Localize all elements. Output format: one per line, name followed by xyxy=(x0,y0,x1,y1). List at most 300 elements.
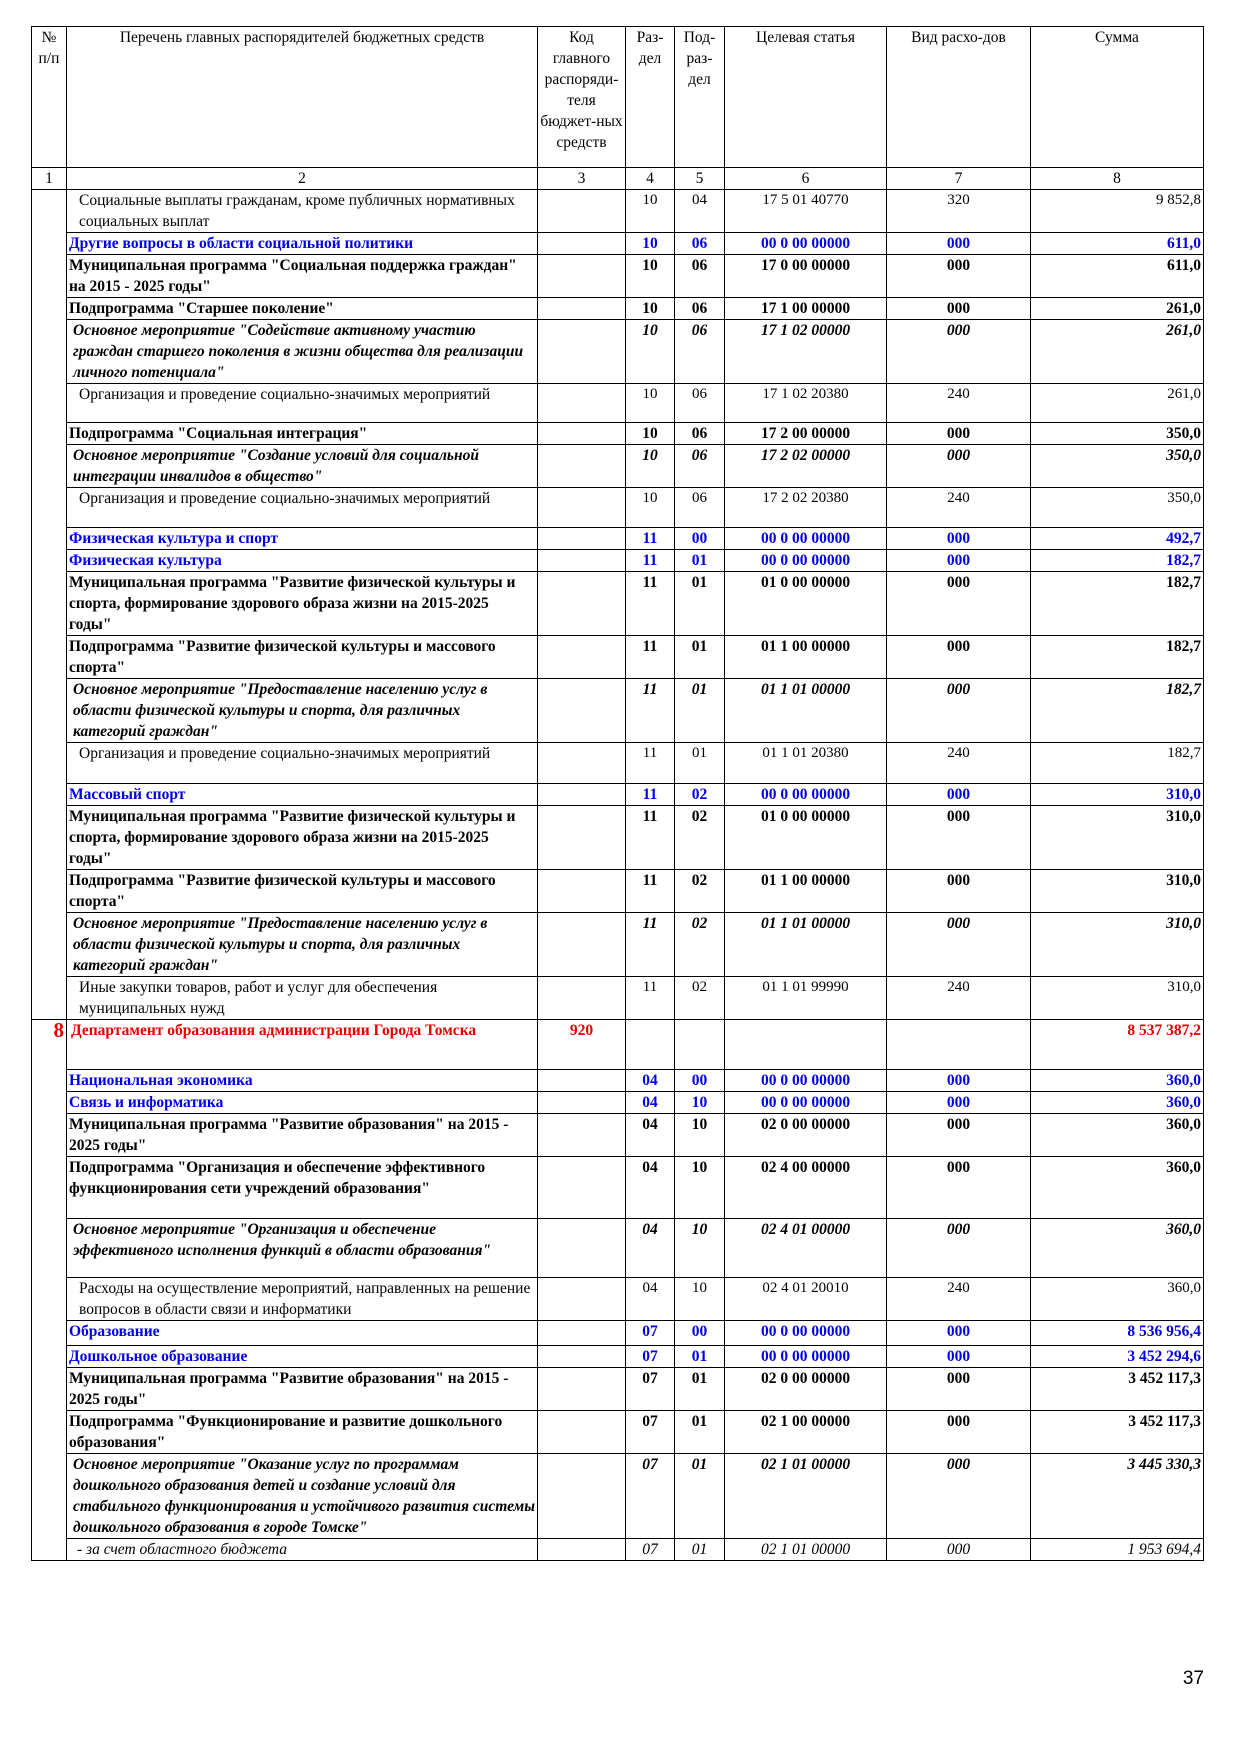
row-section: 11 xyxy=(626,679,675,743)
row-subsection: 01 xyxy=(675,679,725,743)
row-code xyxy=(538,743,626,784)
row-type: 000 xyxy=(887,1411,1031,1454)
row-target: 17 2 02 20380 xyxy=(725,488,887,528)
row-section: 10 xyxy=(626,384,675,423)
row-target: 01 1 01 00000 xyxy=(725,679,887,743)
row-target: 00 0 00 00000 xyxy=(725,528,887,550)
row-number xyxy=(32,445,67,488)
row-name: Основное мероприятие "Организация и обеспечение эффективного исполнения функций в области образования" xyxy=(67,1219,538,1278)
row-sum: 611,0 xyxy=(1031,255,1204,298)
row-type: 000 xyxy=(887,913,1031,977)
row-subsection: 01 xyxy=(675,550,725,572)
row-type: 000 xyxy=(887,255,1031,298)
row-section: 11 xyxy=(626,806,675,870)
row-code xyxy=(538,423,626,445)
row-sum: 3 445 330,3 xyxy=(1031,1454,1204,1539)
row-type: 000 xyxy=(887,1346,1031,1368)
row-section: 10 xyxy=(626,255,675,298)
row-name: Муниципальная программа "Развитие образования" на 2015 - 2025 годы" xyxy=(67,1368,538,1411)
row-target: 17 5 01 40770 xyxy=(725,190,887,233)
row-sum: 182,7 xyxy=(1031,679,1204,743)
table-row xyxy=(32,1020,1204,1070)
column-number-row xyxy=(32,168,1204,190)
row-subsection: 02 xyxy=(675,806,725,870)
table-row xyxy=(32,913,1204,977)
row-section: 07 xyxy=(626,1539,675,1561)
row-subsection: 02 xyxy=(675,784,725,806)
row-name: Основное мероприятие "Оказание услуг по программам дошкольного образования детей и создание условий для стабильного функционирования и устойчивого развития системы дошкольного образования в городе Томске" xyxy=(67,1454,538,1539)
row-number xyxy=(32,913,67,977)
row-target: 00 0 00 00000 xyxy=(725,784,887,806)
row-subsection: 06 xyxy=(675,445,725,488)
table-row xyxy=(32,320,1204,384)
row-sum: 360,0 xyxy=(1031,1157,1204,1219)
row-subsection: 04 xyxy=(675,190,725,233)
row-sum: 3 452 117,3 xyxy=(1031,1411,1204,1454)
row-section: 04 xyxy=(626,1219,675,1278)
table-row xyxy=(32,1157,1204,1219)
row-name: Другие вопросы в области социальной политики xyxy=(67,233,538,255)
row-subsection: 02 xyxy=(675,870,725,913)
row-name: Физическая культура xyxy=(67,550,538,572)
row-subsection: 10 xyxy=(675,1278,725,1321)
column-number: 8 xyxy=(1031,168,1204,190)
row-sum: 360,0 xyxy=(1031,1278,1204,1321)
row-sum: 9 852,8 xyxy=(1031,190,1204,233)
column-number: 2 xyxy=(67,168,538,190)
row-target: 01 1 00 00000 xyxy=(725,636,887,679)
row-code xyxy=(538,255,626,298)
row-subsection: 06 xyxy=(675,320,725,384)
table-row xyxy=(32,636,1204,679)
row-type: 000 xyxy=(887,445,1031,488)
row-sum: 182,7 xyxy=(1031,572,1204,636)
row-type: 000 xyxy=(887,679,1031,743)
row-section: 10 xyxy=(626,445,675,488)
row-type: 000 xyxy=(887,528,1031,550)
row-code xyxy=(538,320,626,384)
row-subsection: 01 xyxy=(675,636,725,679)
row-number xyxy=(32,1219,67,1278)
row-number xyxy=(32,1321,67,1346)
row-number xyxy=(32,528,67,550)
header-col-code: Код главного распоряди-теля бюджет-ных средств xyxy=(538,27,626,168)
row-type: 000 xyxy=(887,1070,1031,1092)
row-code xyxy=(538,977,626,1020)
table-row xyxy=(32,1454,1204,1539)
row-name: Подпрограмма "Развитие физической культуры и массового спорта" xyxy=(67,870,538,913)
row-subsection: 00 xyxy=(675,1321,725,1346)
row-section: 11 xyxy=(626,913,675,977)
row-target: 02 4 01 00000 xyxy=(725,1219,887,1278)
row-sum: 182,7 xyxy=(1031,550,1204,572)
row-number xyxy=(32,488,67,528)
row-subsection xyxy=(675,1020,725,1070)
row-target: 00 0 00 00000 xyxy=(725,1321,887,1346)
row-type: 000 xyxy=(887,1454,1031,1539)
row-number xyxy=(32,1346,67,1368)
row-type: 000 xyxy=(887,1092,1031,1114)
header-col-section: Раз-дел xyxy=(626,27,675,168)
row-type: 000 xyxy=(887,806,1031,870)
row-number xyxy=(32,636,67,679)
row-name: Основное мероприятие "Предоставление населению услуг в области физической культуры и спорта, для различных категорий граждан" xyxy=(67,913,538,977)
table-row xyxy=(32,1411,1204,1454)
row-subsection: 10 xyxy=(675,1157,725,1219)
row-name: Физическая культура и спорт xyxy=(67,528,538,550)
row-code xyxy=(538,1219,626,1278)
row-name: Департамент образования администрации Города Томска xyxy=(67,1020,538,1070)
row-code xyxy=(538,636,626,679)
row-target xyxy=(725,1020,887,1070)
row-number xyxy=(32,320,67,384)
row-target: 02 0 00 00000 xyxy=(725,1368,887,1411)
row-number xyxy=(32,1092,67,1114)
row-code xyxy=(538,550,626,572)
table-row xyxy=(32,1539,1204,1561)
column-number: 1 xyxy=(32,168,67,190)
row-code: 920 xyxy=(538,1020,626,1070)
header-col-num: № п/п xyxy=(32,27,67,168)
row-sum: 1 953 694,4 xyxy=(1031,1539,1204,1561)
row-target: 01 0 00 00000 xyxy=(725,806,887,870)
row-target: 17 0 00 00000 xyxy=(725,255,887,298)
row-type: 240 xyxy=(887,977,1031,1020)
row-type: 000 xyxy=(887,423,1031,445)
row-section: 11 xyxy=(626,977,675,1020)
table-row xyxy=(32,1321,1204,1346)
table-row xyxy=(32,1114,1204,1157)
row-type: 240 xyxy=(887,488,1031,528)
row-code xyxy=(538,1092,626,1114)
row-subsection: 10 xyxy=(675,1114,725,1157)
table-row xyxy=(32,1219,1204,1278)
row-sum: 310,0 xyxy=(1031,784,1204,806)
row-subsection: 01 xyxy=(675,1368,725,1411)
header-col-target: Целевая статья xyxy=(725,27,887,168)
row-section: 10 xyxy=(626,233,675,255)
row-name: Дошкольное образование xyxy=(67,1346,538,1368)
row-code xyxy=(538,679,626,743)
row-type: 240 xyxy=(887,384,1031,423)
row-name: Иные закупки товаров, работ и услуг для обеспечения муниципальных нужд xyxy=(67,977,538,1020)
row-name: Массовый спорт xyxy=(67,784,538,806)
row-code xyxy=(538,913,626,977)
row-sum: 261,0 xyxy=(1031,320,1204,384)
header-col-subsection: Под-раз-дел xyxy=(675,27,725,168)
table-row xyxy=(32,1278,1204,1321)
row-number xyxy=(32,806,67,870)
row-type: 000 xyxy=(887,550,1031,572)
row-sum: 3 452 117,3 xyxy=(1031,1368,1204,1411)
row-sum: 8 536 956,4 xyxy=(1031,1321,1204,1346)
row-subsection: 06 xyxy=(675,298,725,320)
row-section: 04 xyxy=(626,1114,675,1157)
row-subsection: 06 xyxy=(675,384,725,423)
row-number xyxy=(32,870,67,913)
row-type: 000 xyxy=(887,1219,1031,1278)
row-name: Связь и информатика xyxy=(67,1092,538,1114)
row-section: 11 xyxy=(626,784,675,806)
row-code xyxy=(538,784,626,806)
row-type: 000 xyxy=(887,636,1031,679)
row-code xyxy=(538,1070,626,1092)
row-subsection: 02 xyxy=(675,977,725,1020)
row-target: 01 0 00 00000 xyxy=(725,572,887,636)
column-number: 5 xyxy=(675,168,725,190)
row-name: Организация и проведение социально-значимых мероприятий xyxy=(67,743,538,784)
row-name: Подпрограмма "Организация и обеспечение эффективного функционирования сети учреждений образования" xyxy=(67,1157,538,1219)
row-number xyxy=(32,1368,67,1411)
table-row xyxy=(32,977,1204,1020)
row-sum: 182,7 xyxy=(1031,743,1204,784)
row-section: 11 xyxy=(626,636,675,679)
row-section: 10 xyxy=(626,298,675,320)
row-type: 000 xyxy=(887,870,1031,913)
table-row xyxy=(32,190,1204,233)
table-row xyxy=(32,679,1204,743)
table-row xyxy=(32,445,1204,488)
header-row xyxy=(32,27,1204,168)
row-target: 17 2 00 00000 xyxy=(725,423,887,445)
table-row xyxy=(32,255,1204,298)
row-section: 04 xyxy=(626,1278,675,1321)
row-target: 17 1 02 00000 xyxy=(725,320,887,384)
row-name: Муниципальная программа "Развитие образования" на 2015 - 2025 годы" xyxy=(67,1114,538,1157)
row-name: Организация и проведение социально-значимых мероприятий xyxy=(67,384,538,423)
table-row xyxy=(32,870,1204,913)
row-type xyxy=(887,1020,1031,1070)
row-section: 04 xyxy=(626,1157,675,1219)
row-code xyxy=(538,233,626,255)
budget-sheet xyxy=(31,26,1203,1561)
row-number xyxy=(32,1539,67,1561)
row-sum: 360,0 xyxy=(1031,1114,1204,1157)
column-number: 4 xyxy=(626,168,675,190)
row-code xyxy=(538,298,626,320)
column-number: 6 xyxy=(725,168,887,190)
row-code xyxy=(538,384,626,423)
row-section: 11 xyxy=(626,743,675,784)
row-code xyxy=(538,1114,626,1157)
row-sum: 611,0 xyxy=(1031,233,1204,255)
row-type: 240 xyxy=(887,743,1031,784)
row-subsection: 10 xyxy=(675,1219,725,1278)
row-number xyxy=(32,1278,67,1321)
row-sum: 350,0 xyxy=(1031,488,1204,528)
table-row xyxy=(32,298,1204,320)
row-number xyxy=(32,1454,67,1539)
row-subsection: 01 xyxy=(675,1454,725,1539)
row-type: 320 xyxy=(887,190,1031,233)
row-target: 02 0 00 00000 xyxy=(725,1114,887,1157)
table-row xyxy=(32,423,1204,445)
table-row xyxy=(32,572,1204,636)
row-number xyxy=(32,784,67,806)
row-name: Образование xyxy=(67,1321,538,1346)
row-name: Подпрограмма "Функционирование и развитие дошкольного образования" xyxy=(67,1411,538,1454)
row-number xyxy=(32,1114,67,1157)
row-subsection: 02 xyxy=(675,913,725,977)
row-sum: 360,0 xyxy=(1031,1219,1204,1278)
row-code xyxy=(538,1411,626,1454)
row-section: 11 xyxy=(626,870,675,913)
row-sum: 360,0 xyxy=(1031,1070,1204,1092)
table-row xyxy=(32,550,1204,572)
table-row xyxy=(32,784,1204,806)
table-row xyxy=(32,1092,1204,1114)
row-section: 07 xyxy=(626,1346,675,1368)
row-code xyxy=(538,1321,626,1346)
row-sum: 350,0 xyxy=(1031,445,1204,488)
row-number xyxy=(32,384,67,423)
row-target: 17 1 02 20380 xyxy=(725,384,887,423)
row-sum: 8 537 387,2 xyxy=(1031,1020,1204,1070)
row-target: 02 4 01 20010 xyxy=(725,1278,887,1321)
row-subsection: 10 xyxy=(675,1092,725,1114)
row-code xyxy=(538,870,626,913)
row-type: 000 xyxy=(887,1368,1031,1411)
row-subsection: 00 xyxy=(675,1070,725,1092)
row-name: Муниципальная программа "Социальная поддержка граждан" на 2015 - 2025 годы" xyxy=(67,255,538,298)
row-type: 240 xyxy=(887,1278,1031,1321)
row-name: Подпрограмма "Социальная интеграция" xyxy=(67,423,538,445)
row-section: 10 xyxy=(626,320,675,384)
row-number xyxy=(32,255,67,298)
row-number xyxy=(32,743,67,784)
row-sum: 3 452 294,6 xyxy=(1031,1346,1204,1368)
row-code xyxy=(538,1157,626,1219)
row-section: 10 xyxy=(626,488,675,528)
row-name: Подпрограмма "Развитие физической культуры и массового спорта" xyxy=(67,636,538,679)
row-subsection: 01 xyxy=(675,743,725,784)
row-number xyxy=(32,550,67,572)
row-sum: 360,0 xyxy=(1031,1092,1204,1114)
row-code xyxy=(538,1539,626,1561)
row-target: 02 1 01 00000 xyxy=(725,1454,887,1539)
column-number: 3 xyxy=(538,168,626,190)
row-section: 07 xyxy=(626,1411,675,1454)
table-row xyxy=(32,743,1204,784)
row-number xyxy=(32,977,67,1020)
row-number xyxy=(32,298,67,320)
row-subsection: 06 xyxy=(675,488,725,528)
row-section: 10 xyxy=(626,423,675,445)
row-subsection: 06 xyxy=(675,423,725,445)
row-target: 01 1 00 00000 xyxy=(725,870,887,913)
row-section: 07 xyxy=(626,1454,675,1539)
table-row xyxy=(32,1368,1204,1411)
row-sum: 261,0 xyxy=(1031,384,1204,423)
row-code xyxy=(538,1454,626,1539)
row-sum: 310,0 xyxy=(1031,913,1204,977)
row-code xyxy=(538,528,626,550)
header-col-name: Перечень главных распорядителей бюджетных средств xyxy=(67,27,538,168)
row-target: 02 4 00 00000 xyxy=(725,1157,887,1219)
row-target: 17 2 02 00000 xyxy=(725,445,887,488)
row-type: 000 xyxy=(887,1539,1031,1561)
row-code xyxy=(538,1278,626,1321)
row-name: - за счет областного бюджета xyxy=(67,1539,538,1561)
table-row xyxy=(32,1346,1204,1368)
row-section: 07 xyxy=(626,1321,675,1346)
row-code xyxy=(538,1368,626,1411)
row-sum: 261,0 xyxy=(1031,298,1204,320)
table-row xyxy=(32,488,1204,528)
row-target: 01 1 01 99990 xyxy=(725,977,887,1020)
row-name: Основное мероприятие "Создание условий для социальной интеграции инвалидов в общество" xyxy=(67,445,538,488)
row-code xyxy=(538,806,626,870)
table-row xyxy=(32,528,1204,550)
row-subsection: 01 xyxy=(675,1411,725,1454)
row-number xyxy=(32,679,67,743)
row-section: 07 xyxy=(626,1368,675,1411)
table-row xyxy=(32,1070,1204,1092)
row-code xyxy=(538,572,626,636)
row-name: Муниципальная программа "Развитие физической культуры и спорта, формирование здорового образа жизни на 2015-2025 годы" xyxy=(67,806,538,870)
row-name: Подпрограмма "Старшее поколение" xyxy=(67,298,538,320)
row-type: 000 xyxy=(887,1321,1031,1346)
row-sum: 310,0 xyxy=(1031,977,1204,1020)
row-name: Организация и проведение социально-значимых мероприятий xyxy=(67,488,538,528)
row-number xyxy=(32,423,67,445)
row-target: 00 0 00 00000 xyxy=(725,233,887,255)
row-subsection: 00 xyxy=(675,528,725,550)
row-number xyxy=(32,1070,67,1092)
row-subsection: 01 xyxy=(675,1539,725,1561)
row-sum: 310,0 xyxy=(1031,806,1204,870)
row-target: 17 1 00 00000 xyxy=(725,298,887,320)
row-target: 00 0 00 00000 xyxy=(725,1070,887,1092)
row-section: 11 xyxy=(626,550,675,572)
row-subsection: 01 xyxy=(675,1346,725,1368)
row-section: 04 xyxy=(626,1070,675,1092)
row-number xyxy=(32,1411,67,1454)
row-name: Основное мероприятие "Предоставление населению услуг в области физической культуры и спорта, для различных категорий граждан" xyxy=(67,679,538,743)
row-subsection: 01 xyxy=(675,572,725,636)
column-number: 7 xyxy=(887,168,1031,190)
row-subsection: 06 xyxy=(675,233,725,255)
row-target: 00 0 00 00000 xyxy=(725,1092,887,1114)
row-target: 01 1 01 00000 xyxy=(725,913,887,977)
budget-table xyxy=(31,26,1204,1561)
row-section: 11 xyxy=(626,528,675,550)
row-code xyxy=(538,190,626,233)
row-sum: 492,7 xyxy=(1031,528,1204,550)
row-number xyxy=(32,190,67,233)
row-type: 000 xyxy=(887,572,1031,636)
row-code xyxy=(538,1346,626,1368)
row-number xyxy=(32,1157,67,1219)
row-code xyxy=(538,488,626,528)
row-sum: 350,0 xyxy=(1031,423,1204,445)
row-target: 00 0 00 00000 xyxy=(725,550,887,572)
row-section: 11 xyxy=(626,572,675,636)
row-sum: 310,0 xyxy=(1031,870,1204,913)
row-section xyxy=(626,1020,675,1070)
row-number xyxy=(32,572,67,636)
row-target: 00 0 00 00000 xyxy=(725,1346,887,1368)
header-col-sum: Сумма xyxy=(1031,27,1204,168)
row-name: Основное мероприятие "Содействие активному участию граждан старшего поколения в жизни общества для реализации личного потенциала" xyxy=(67,320,538,384)
table-row xyxy=(32,384,1204,423)
row-target: 02 1 01 00000 xyxy=(725,1539,887,1561)
row-number xyxy=(32,233,67,255)
row-name: Расходы на осуществление мероприятий, направленных на решение вопросов в области связи и информатики xyxy=(67,1278,538,1321)
table-row xyxy=(32,233,1204,255)
row-type: 000 xyxy=(887,1157,1031,1219)
page-number: 37 xyxy=(1182,1668,1204,1689)
